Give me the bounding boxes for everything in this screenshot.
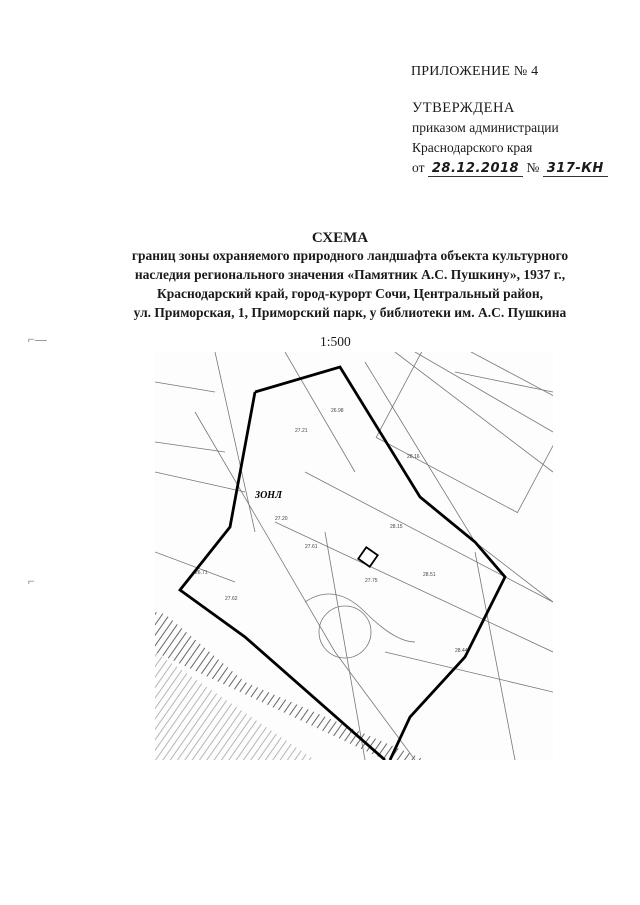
svg-text:27.20: 27.20 bbox=[275, 516, 288, 522]
subtitle-line-4: ул. Приморская, 1, Приморский парк, у библиотеки им. А.С. Пушкина bbox=[133, 305, 567, 320]
order-line bbox=[412, 158, 608, 179]
approval-block bbox=[412, 98, 608, 179]
margin-mark-top: ⌐— bbox=[28, 332, 47, 346]
svg-text:28.44: 28.44 bbox=[455, 648, 468, 654]
subtitle-line-1: границ зоны охраняемого природного ландшафта объекта культурного bbox=[131, 248, 569, 263]
appendix-label: ПРИЛОЖЕНИЕ № 4 bbox=[411, 64, 539, 79]
svg-text:27.62: 27.62 bbox=[225, 596, 238, 602]
approved-line-2: Краснодарского края bbox=[412, 140, 533, 155]
document-subtitle bbox=[100, 246, 600, 322]
subtitle-line-2: наследия регионального значения «Памятник А.С. Пушкину», 1937 г., bbox=[134, 267, 566, 282]
subtitle-line-3: Краснодарский край, город-курорт Сочи, Центральный район, bbox=[156, 286, 544, 301]
svg-text:28.15: 28.15 bbox=[390, 524, 403, 530]
zone-label: ЗОНЛ bbox=[255, 490, 282, 501]
svg-text:27.75: 27.75 bbox=[365, 578, 378, 584]
svg-text:26.71: 26.71 bbox=[195, 570, 208, 576]
svg-text:28.16: 28.16 bbox=[407, 454, 420, 460]
order-prefix: от bbox=[412, 160, 425, 175]
map-scale: 1:500 bbox=[320, 334, 351, 349]
document-title: СХЕМА bbox=[311, 230, 369, 246]
approved-line-1: приказом администрации bbox=[412, 120, 559, 135]
svg-text:26.98: 26.98 bbox=[331, 408, 344, 414]
svg-text:27.21: 27.21 bbox=[295, 428, 308, 434]
margin-mark-bottom: ⌐ bbox=[28, 574, 35, 588]
site-plan-map bbox=[155, 352, 553, 760]
order-number: 317-КН bbox=[543, 161, 608, 177]
svg-text:28.51: 28.51 bbox=[423, 572, 436, 578]
svg-text:27.61: 27.61 bbox=[305, 544, 318, 550]
order-no-label: № bbox=[526, 160, 540, 175]
order-date: 28.12.2018 bbox=[428, 161, 523, 177]
approved-title: УТВЕРЖДЕНА bbox=[412, 100, 515, 116]
